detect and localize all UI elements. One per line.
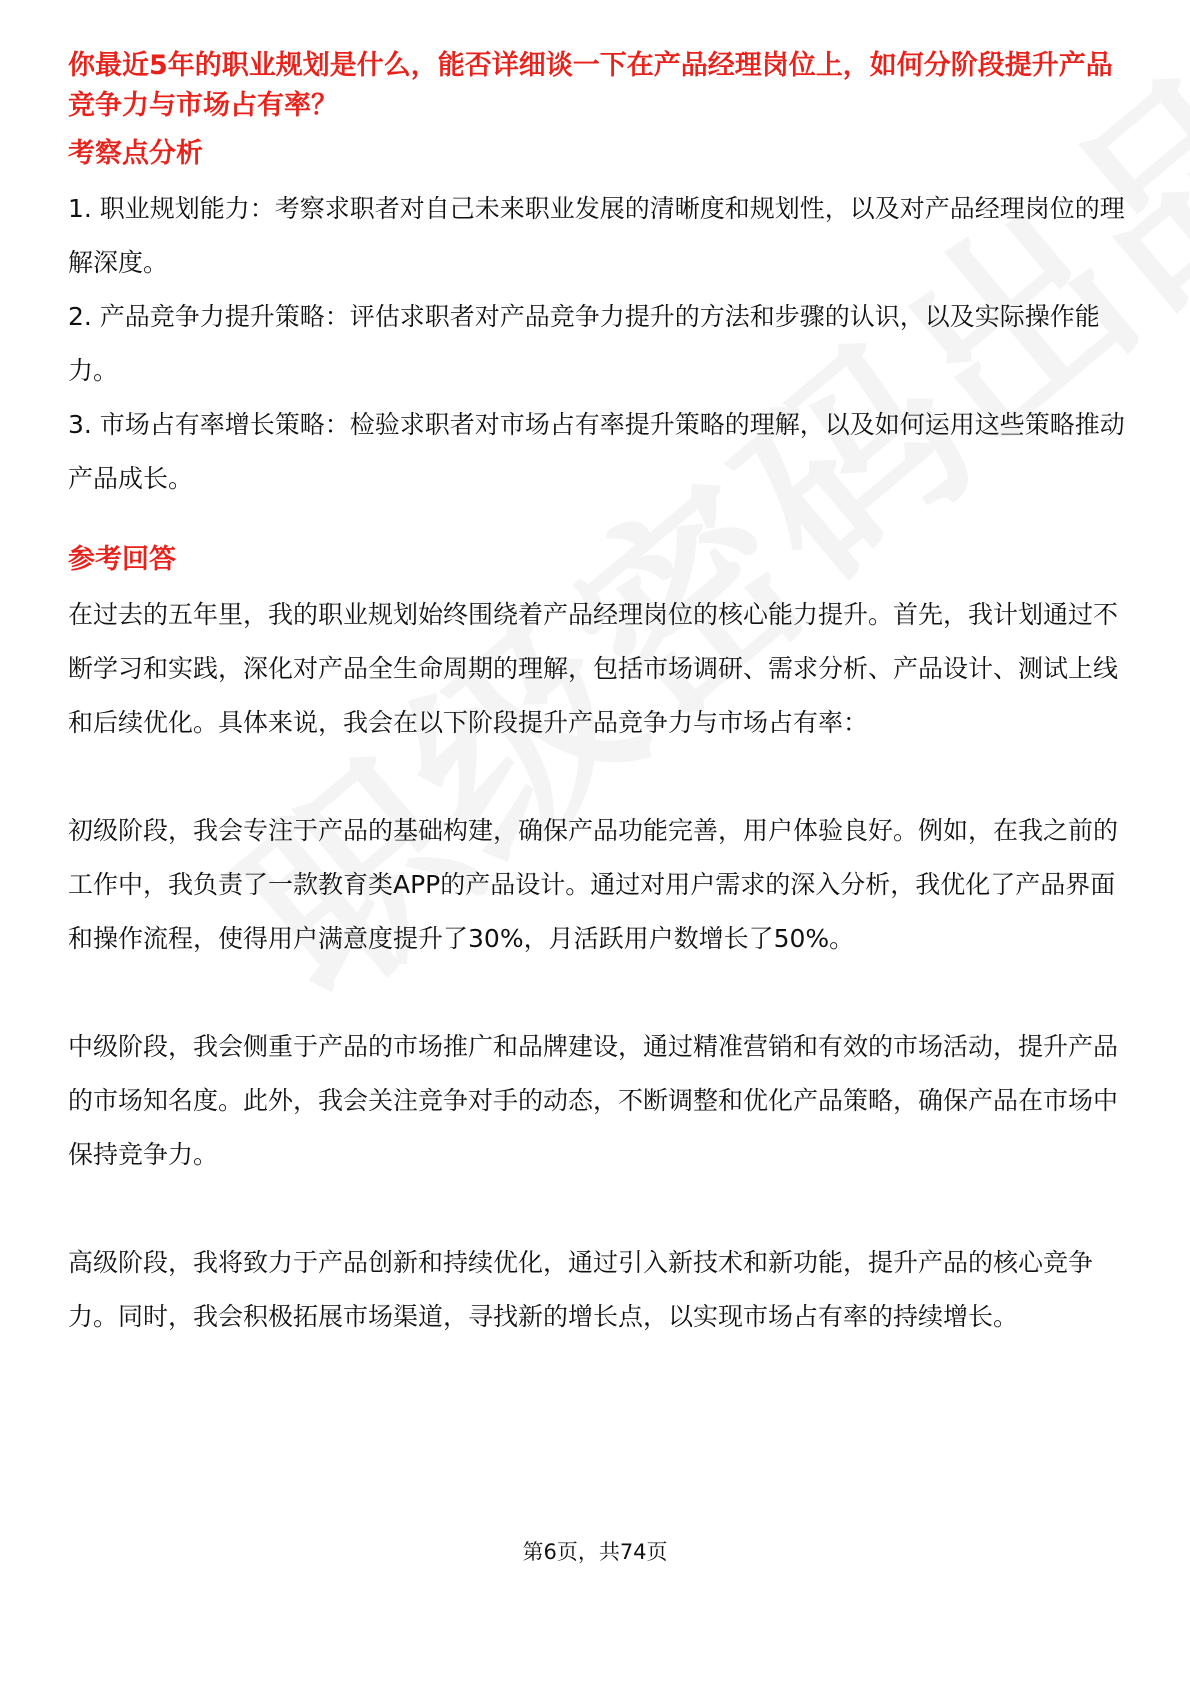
analysis-list <box>68 182 1128 506</box>
analysis-item: 1. 职业规划能力：考察求职者对自己未来职业发展的清晰度和规划性，以及对产品经理岗位的理解深度。 <box>68 194 1125 277</box>
answer-paragraph: 在过去的五年里，我的职业规划始终围绕着产品经理岗位的核心能力提升。首先，我计划通过不断学习和实践，深化对产品全生命周期的理解，包括市场调研、需求分析、产品设计、测试上线和后续优化。具体来说，我会在以下阶段提升产品竞争力与市场占有率： <box>68 600 1119 737</box>
document-body <box>68 46 1128 1344</box>
question-title: 你最近5年的职业规划是什么，能否详细谈一下在产品经理岗位上，如何分阶段提升产品竞争力与市场占有率？ <box>68 50 1113 121</box>
answer-paragraph: 初级阶段，我会专注于产品的基础构建，确保产品功能完善，用户体验良好。例如，在我之前的工作中，我负责了一款教育类APP的产品设计。通过对用户需求的深入分析，我优化了产品界面和操作流程，使得用户满意度提升了30%，月活跃用户数增长了50%。 <box>68 816 1119 953</box>
page-number: 第6页，共74页 <box>522 1540 668 1564</box>
answer-heading: 参考回答 <box>68 544 176 575</box>
analysis-item: 2. 产品竞争力提升策略：评估求职者对产品竞争力提升的方法和步骤的认识，以及实际操作能力。 <box>68 302 1100 385</box>
answer-paragraph: 中级阶段，我会侧重于产品的市场推广和品牌建设，通过精准营销和有效的市场活动，提升产品的市场知名度。此外，我会关注竞争对手的动态，不断调整和优化产品策略，确保产品在市场中保持竞争力。 <box>68 1032 1119 1169</box>
analysis-heading: 考察点分析 <box>68 138 203 169</box>
answer-body <box>68 588 1128 1344</box>
answer-paragraph: 高级阶段，我将致力于产品创新和持续优化，通过引入新技术和新功能，提升产品的核心竞争力。同时，我会积极拓展市场渠道，寻找新的增长点，以实现市场占有率的持续增长。 <box>68 1248 1094 1331</box>
analysis-item: 3. 市场占有率增长策略：检验求职者对市场占有率提升策略的理解，以及如何运用这些策略推动产品成长。 <box>68 410 1125 493</box>
